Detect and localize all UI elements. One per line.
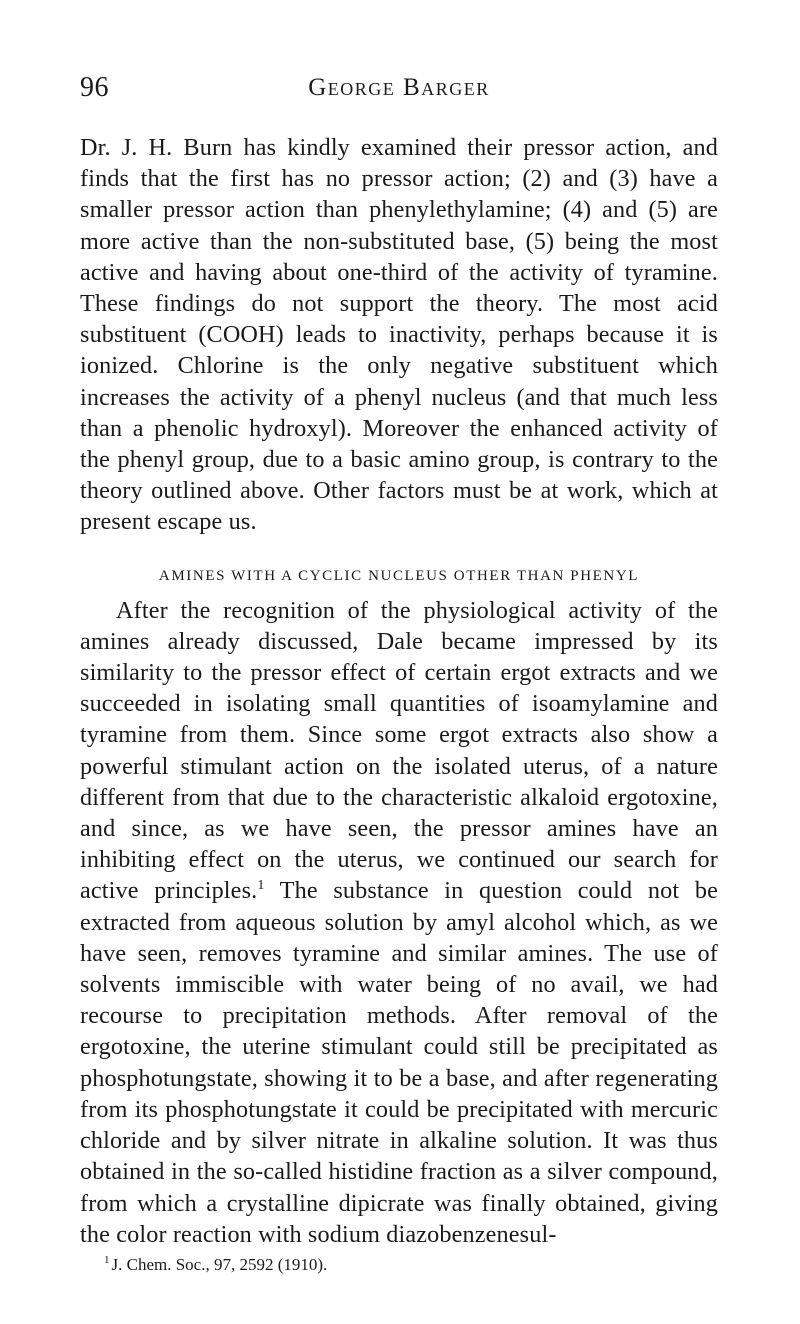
page-header <box>80 72 718 112</box>
book-page <box>80 72 718 1276</box>
body-paragraph-1: Dr. J. H. Burn has kindly examined their pressor action, and finds that the first has no pressor action; (2) and (3) have a smaller pressor action than phenylethylamine; (4) and (5) are more active than the non-substituted base, (5) being the most active and having about one-third of the activity of tyramine. These findings do not support the theory. The most acid substituent (COOH) leads to inactivity, perhaps because it is ionized. Chlorine is the only negative substituent which increases the activity of a phenyl nucleus (and that much less than a phenolic hydroxyl). Moreover the enhanced activity of the phenyl group, due to a basic amino group, is contrary to the theory outlined above. Other factors must be at work, which at present escape us. <box>80 134 718 536</box>
page-number: 96 <box>80 72 109 103</box>
paragraph-2-text-a: After the recognition of the physiological activity of the amines already discussed, Dale became impressed by its similarity to the pressor effect of certain ergot extracts and we succeeded in isolating small quantities of isoamylamine and tyramine from them. Since some ergot extracts also show a powerful stimulant action on the isolated uterus, of a nature different from that due to the characteristic alkaloid ergotoxine, and since, as we have seen, the pressor amines have an inhibiting effect on the uterus, we continued our search for active principles. <box>80 596 718 905</box>
body-paragraph-2 <box>80 595 718 1250</box>
footnote-text: J. Chem. Soc., 97, 2592 (1910). <box>111 1254 328 1274</box>
footnote-marker: 1 <box>104 1254 110 1267</box>
paragraph-2-text-b: The substance in question could not be extracted from aqueous solution by amyl alcohol which, as we have seen, removes tyramine and similar amines. The use of solvents immiscible with water being of no avail, we had recourse to precipitation methods. After removal of the ergotoxine, the uterine stimulant could still be precipitated as phosphotungstate, showing it to be a base, and after regenerating from its phosphotungstate it could be precipitated with mercuric chloride and by silver nitrate in alkaline solution. It was thus obtained in the so-called histidine fraction as a silver compound, from which a crystalline dipicrate was finally obtained, giving the color reaction with sodium diazobenzenesul- <box>80 877 718 1248</box>
footnote-reference: 1 <box>257 878 265 894</box>
footnote <box>104 1254 718 1276</box>
section-heading: AMINES WITH A CYCLIC NUCLEUS OTHER THAN PHENYL <box>158 567 640 584</box>
running-head: George Barger <box>308 74 490 101</box>
